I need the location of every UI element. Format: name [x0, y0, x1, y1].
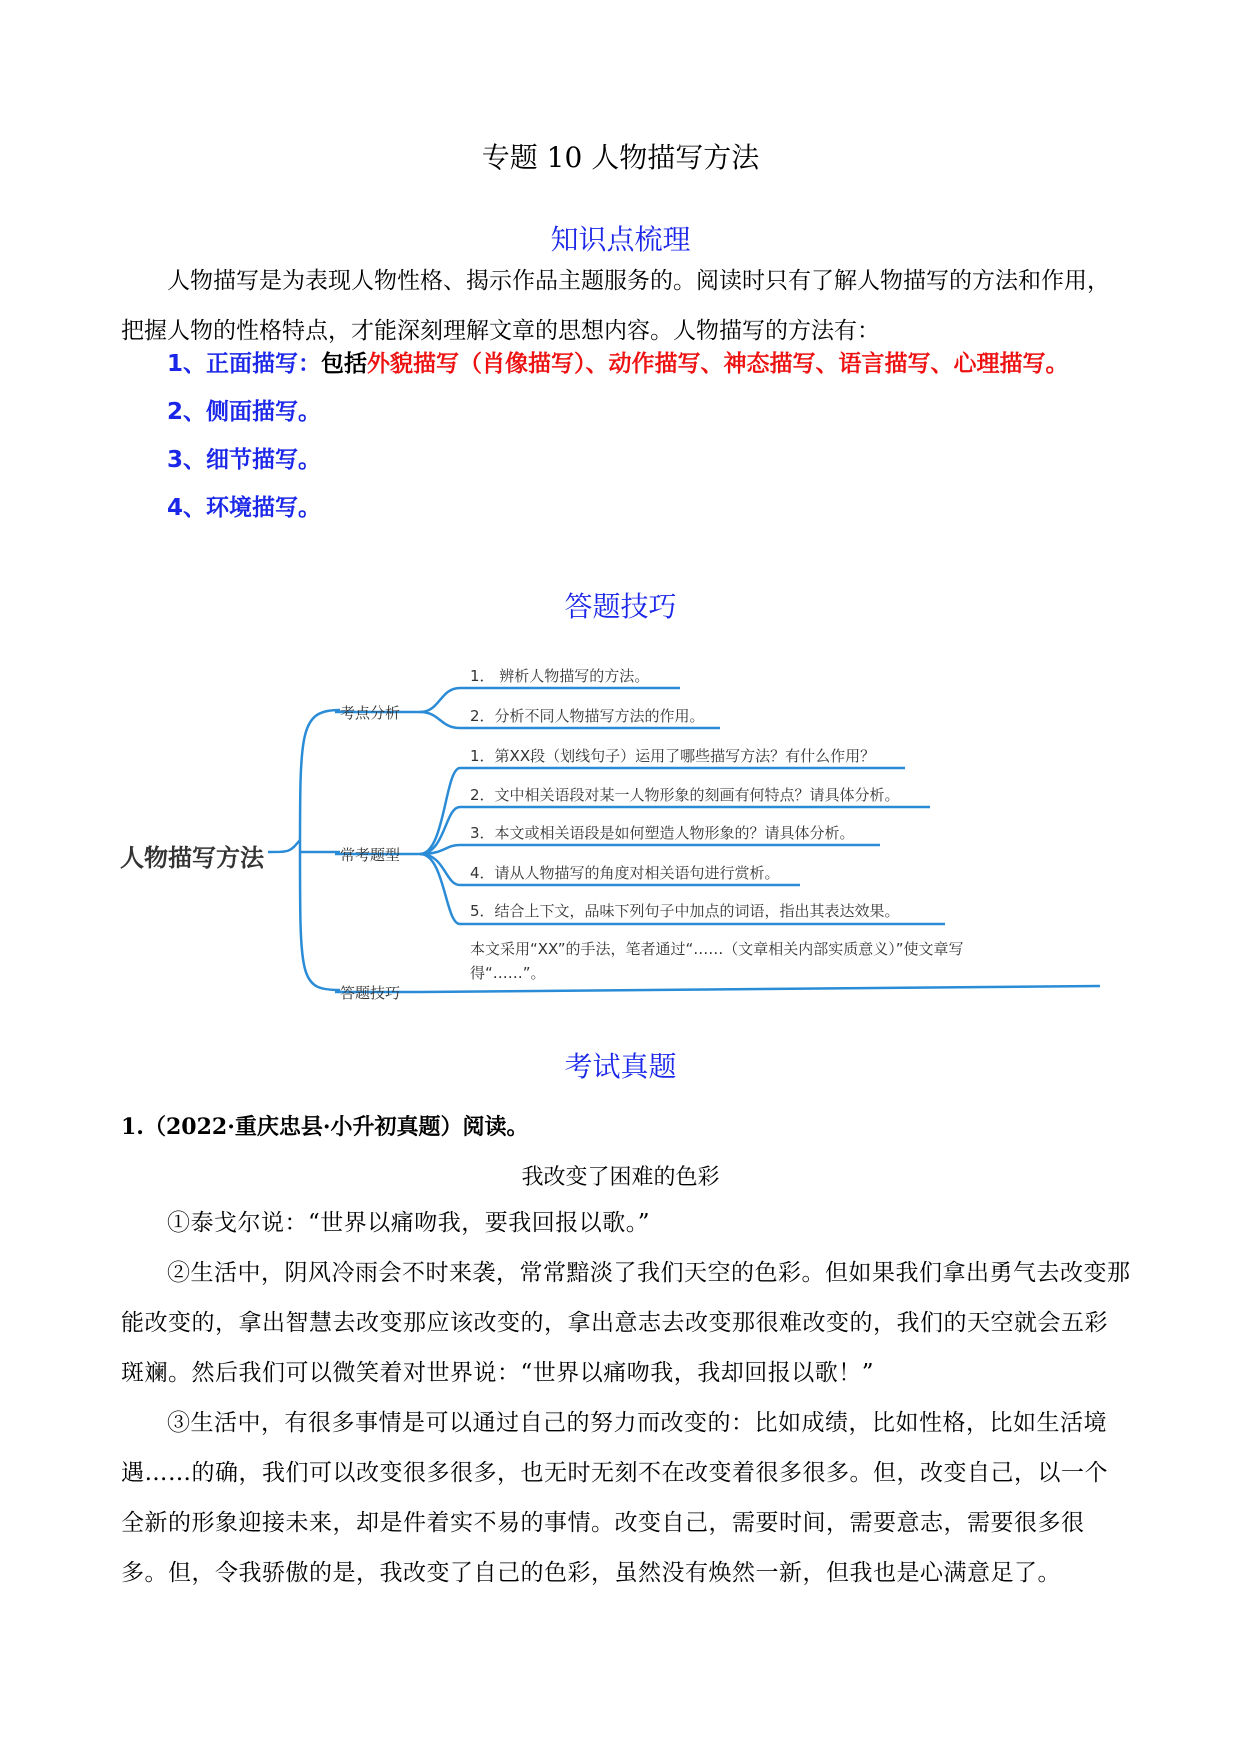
- page-title: 专题 10 人物描写方法: [481, 141, 760, 174]
- mindmap-connector-b3: [300, 852, 340, 990]
- mindmap-leaf-b2-2: 2．文中相关语段对某一人物形象的刻画有何特点？请具体分析。: [470, 786, 900, 804]
- method-item-1-include: 包括: [321, 351, 368, 377]
- mindmap-leaf-b2-4: 4．请从人物描写的角度对相关语句进行赏析。: [470, 864, 780, 882]
- mindmap-leaf-b1-2: 2．分析不同人物描写方法的作用。: [470, 707, 705, 725]
- question-heading: 1.（2022·重庆忠县·小升初真题）阅读。: [121, 1114, 529, 1140]
- method-item-4: 4、环境描写。: [167, 495, 322, 521]
- section-heading-exam: 考试真题: [564, 1050, 677, 1083]
- intro-paragraph: 人物描写是为表现人物性格、揭示作品主题服务的。阅读时只有了解人物描写的方法和作用，把握人物的性格特点，才能深刻理解文章的思想内容。人物描写的方法有：: [121, 268, 1110, 344]
- essay-paragraph-3: ③生活中，有很多事情是可以通过自己的努力而改变的：比如成绩，比如性格，比如生活境遇……的确，我们可以改变很多很多，也无时无刻不在改变着很多很多。但，改变自己，以一个全新的形象迎接未来，却是件着实不易的事情。改变自己，需要时间，需要意志，需要很多很多。但，令我骄傲的是，我改变了自己的色彩，虽然没有焕然一新，但我也是心满意足了。: [121, 1410, 1108, 1586]
- mindmap-root-connector: [268, 840, 300, 852]
- mindmap-leaf-b1-1: 1． 辨析人物描写的方法。: [470, 667, 650, 685]
- mindmap-leaf-b3-line1: 本文采用“XX”的手法，笔者通过“……（文章相关内部实质意义）”使文章写: [470, 940, 964, 958]
- method-item-2: 2、侧面描写。: [167, 399, 322, 425]
- method-item-1: [167, 345, 1069, 378]
- mindmap-leaf-b3-line2: 得“……”。: [470, 964, 546, 982]
- mindmap-branch-analysis: 考点分析: [340, 704, 401, 722]
- mindmap-leaf-b2-1: 1．第XX段（划线句子）运用了哪些描写方法？有什么作用？: [470, 747, 876, 765]
- mindmap-leaf-line-b2-3: [420, 845, 880, 854]
- mindmap-leaf-b2-5: 5．结合上下文，品味下列句子中加点的词语，指出其表达效果。: [470, 902, 900, 920]
- mindmap-connector-b1: [300, 710, 340, 852]
- section-heading-skills: 答题技巧: [564, 590, 677, 623]
- mindmap-branch-answer-skills: 答题技巧: [340, 984, 401, 1002]
- mindmap-leaf-line-b3: [420, 986, 1100, 992]
- mindmap-leaf-b2-3: 3．本文或相关语段是如何塑造人物形象的？请具体分析。: [470, 824, 855, 842]
- essay-paragraph-1: ①泰戈尔说：“世界以痛吻我，要我回报以歌。”: [167, 1210, 651, 1236]
- method-item-1-details: 外貌描写（肖像描写）、动作描写、神态描写、语言描写、心理描写。: [367, 351, 1069, 377]
- mindmap-root: 人物描写方法: [120, 844, 264, 872]
- essay-paragraph-2: ②生活中，阴风冷雨会不时来袭，常常黯淡了我们天空的色彩。但如果我们拿出勇气去改变那能改变的，拿出智慧去改变那应该改变的，拿出意志去改变那很难改变的，我们的天空就会五彩斑斓。然后我们可以微笑着对世界说：“世界以痛吻我，我却回报以歌！”: [121, 1260, 1131, 1386]
- method-item-1-label: 1、正面描写：: [167, 351, 322, 377]
- method-item-3: 3、细节描写。: [167, 447, 322, 473]
- essay-title: 我改变了困难的色彩: [521, 1165, 720, 1190]
- mindmap-branch-question-types: 常考题型: [340, 846, 401, 864]
- section-heading-knowledge: 知识点梳理: [550, 223, 691, 256]
